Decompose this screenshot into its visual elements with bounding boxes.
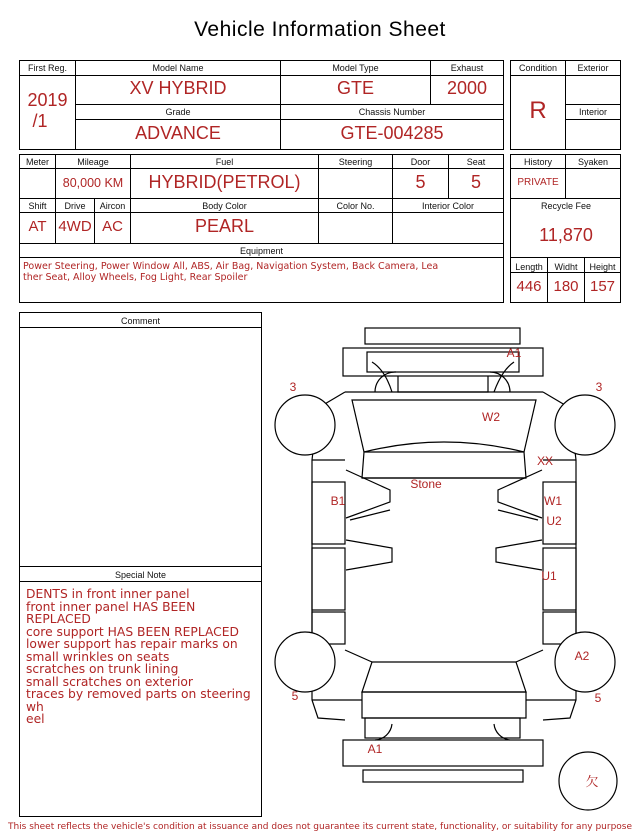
stamp-mark: 欠 [585,774,599,789]
syaken-label: Syaken [577,157,609,167]
note-line: core support HAS BEEN REPLACED [26,624,240,639]
note-line: small scratches on exterior [26,674,193,689]
fuel-label: Fuel [215,157,234,167]
note-line: eel [26,712,45,726]
damage-mark-roof: Stone [410,477,442,491]
model-name-label: Model Name [152,63,204,73]
color-no-label: Color No. [336,201,375,211]
history-label: History [523,157,552,167]
recycle-fee-value: 11,870 [539,225,593,245]
interior-label: Interior [578,107,607,117]
note-line: small wrinkles on seats [26,649,170,664]
damage-mark-right-front-door: U2 [546,514,562,528]
special-note-label: Special Note [114,570,167,580]
width-label: Widht [554,262,578,272]
shift-label: Shift [28,201,47,211]
condition-grade: R [529,97,547,124]
door-value: 5 [415,172,426,192]
shift-value: AT [28,218,47,235]
exterior-label: Exterior [577,63,609,73]
height-label: Height [589,262,616,272]
equipment-label: Equipment [239,246,284,256]
damage-mark-left-front-door: B1 [330,494,346,508]
mileage-label: Mileage [77,157,109,167]
exhaust-value: 2000 [446,78,488,98]
tire-mark-rear-right: 5 [594,691,602,705]
door-label: Door [410,157,431,167]
first-reg-year: 2019 [27,90,68,110]
note-line: DENTS in front inner panel [26,587,190,601]
model-type-label: Model Type [332,63,379,73]
disclaimer-footer: This sheet reflects the vehicle's condition at issuance and does not guarantee its current state, functionality, or suitability for any purpose [7,822,633,832]
mileage-value: 80,000 KM [62,176,124,190]
note-line: traces by removed parts on steering wh [26,687,251,714]
tire-mark-rear-left: 5 [291,689,299,703]
steering-label: Steering [338,157,373,167]
tire-mark-front-right: 3 [595,380,603,394]
equipment-line: Power Steering, Power Window All, ABS, Air Bag, Navigation System, Back Camera, Lea [23,261,439,272]
fuel-value: HYBRID(PETROL) [148,172,301,192]
exhaust-label: Exhaust [450,63,484,73]
tire-mark-front-left: 3 [289,380,297,394]
grade-value: ADVANCE [135,123,221,143]
first-reg-label: First Reg. [27,63,67,73]
aircon-value: AC [102,218,123,235]
comment-label: Comment [120,316,160,326]
width-value: 180 [553,278,579,295]
body-color-value: PEARL [194,216,255,236]
model-name-value: XV HYBRID [129,78,227,98]
chassis-number-value: GTE-004285 [340,123,444,143]
model-type-value: GTE [336,78,374,98]
damage-mark-right-front-window: W1 [544,494,562,508]
seat-label: Seat [466,157,486,167]
note-line: lower support has repair marks on [26,637,238,651]
note-line: front inner panel HAS BEEN REPLACED [26,599,196,626]
drive-label: Drive [64,201,86,211]
drive-value: 4WD [58,218,92,235]
equipment-line: ther Seat, Alloy Wheels, Fog Light, Rear Spoiler [23,272,248,283]
grade-label: Grade [165,107,191,117]
history-value: PRIVATE [517,177,559,188]
body-color-label: Body Color [202,201,247,211]
interior-color-label: Interior Color [421,201,475,211]
height-value: 157 [589,278,616,295]
damage-mark-right-fender: XX [536,454,554,468]
sheet-title: Vehicle Information Sheet [194,18,446,41]
damage-mark-front-top: A1 [506,346,522,360]
seat-value: 5 [470,172,481,192]
first-reg-month: /1 [32,111,48,131]
recycle-fee-label: Recycle Fee [540,201,592,211]
length-value: 446 [516,278,542,295]
chassis-number-label: Chassis Number [358,107,426,117]
damage-mark-right-rear-door: U1 [541,569,557,583]
damage-mark-right-rear-wheel: A2 [574,649,590,663]
damage-mark-windshield: W2 [482,410,500,424]
meter-label: Meter [25,157,49,167]
note-line: scratches on trunk lining [26,662,179,676]
condition-label: Condition [518,63,558,73]
aircon-label: Aircon [99,201,126,211]
damage-mark-rear-bumper: A1 [367,742,383,756]
length-label: Length [515,262,543,272]
